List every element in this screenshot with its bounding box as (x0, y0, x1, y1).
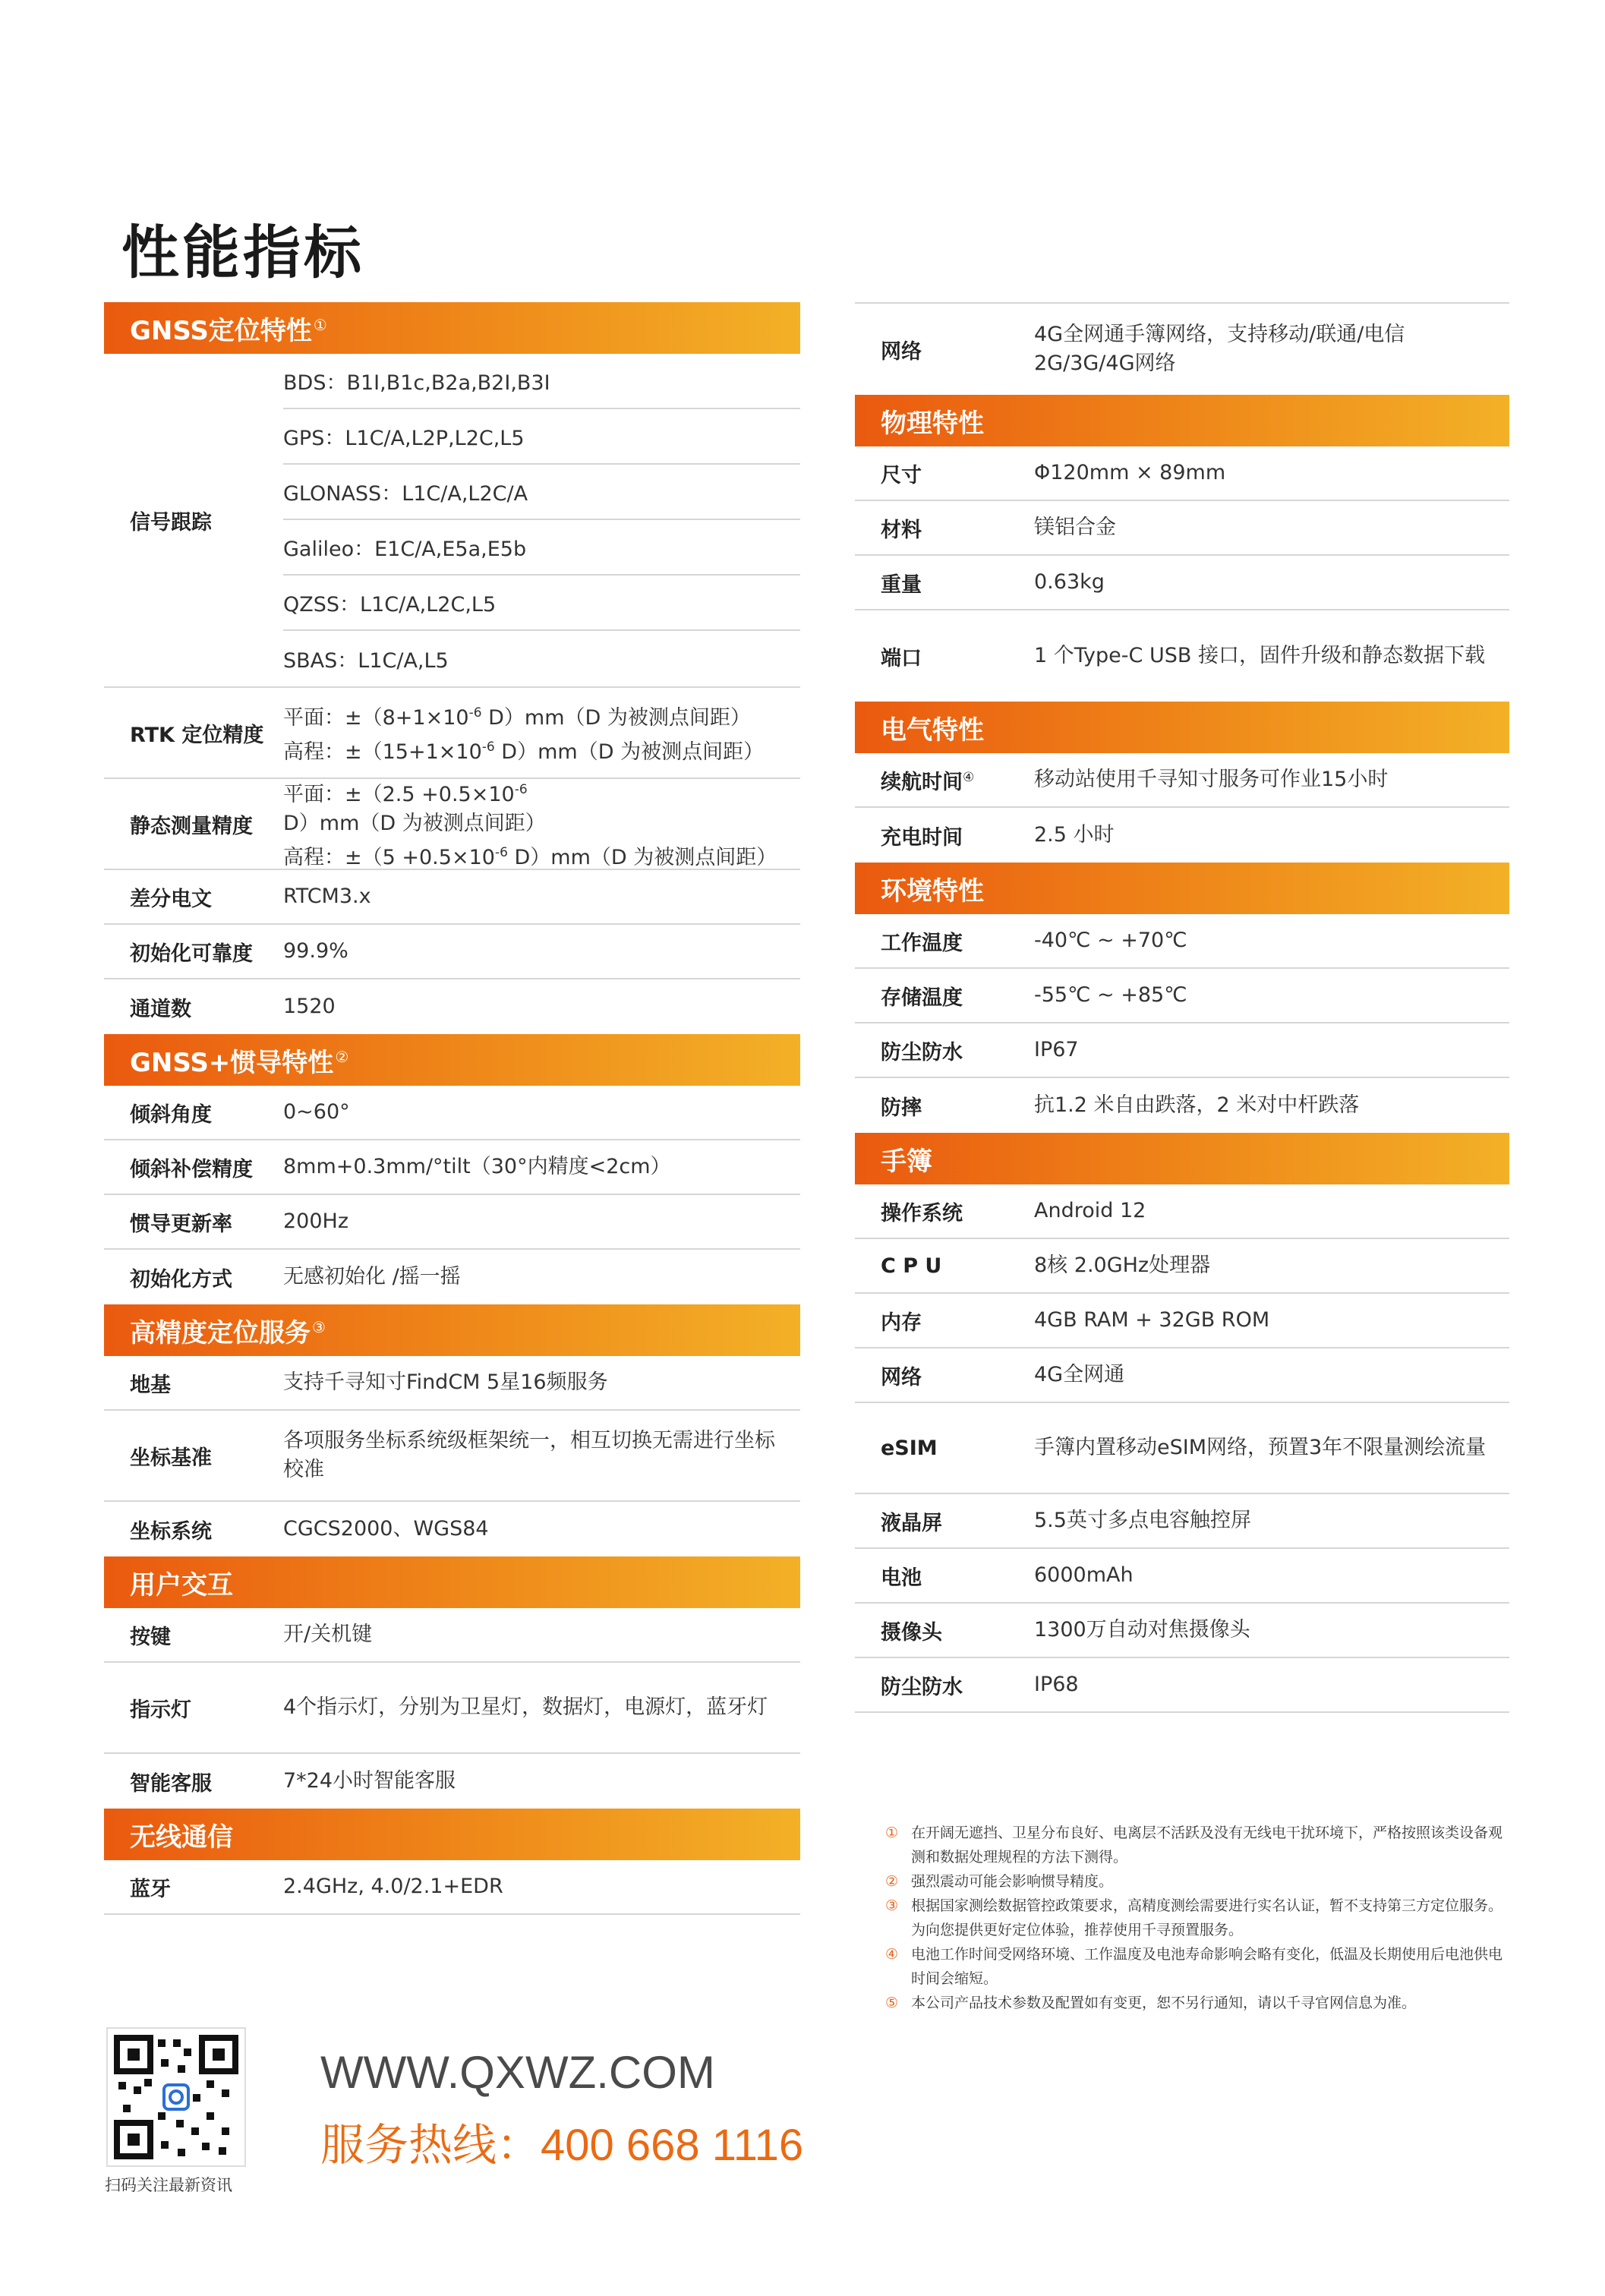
spec-row (104, 979, 800, 1034)
row-label: RTK 定位精度 (130, 723, 264, 747)
section-title: 高精度定位服务 (130, 1317, 311, 1348)
spec-row (104, 1140, 800, 1195)
row-value: 无感初始化 /摇一摇 (283, 1265, 461, 1288)
row-label: 液晶屏 (881, 1511, 942, 1535)
row-value: 4G全网通 (1034, 1363, 1125, 1386)
spec-row (104, 1356, 800, 1411)
row-value: 4GB RAM + 32GB ROM (1034, 1308, 1270, 1332)
footnote-item: ④ 电池工作时间受网络环境、工作温度及电池寿命影响会略有变化，低温及长期使用后电池供电时间会缩短。 (885, 1946, 1503, 1987)
row-label: eSIM (881, 1436, 938, 1460)
row-value: 0~60° (283, 1100, 350, 1124)
signal-item: GPS：L1C/A,L2P,L2C,L5 (283, 409, 800, 465)
row-value: 6000mAh (1034, 1563, 1134, 1587)
spec-row (104, 1860, 800, 1915)
spec-row (855, 1294, 1509, 1348)
footnote-item: ① 在开阔无遮挡、卫星分布良好、电离层不活跃及没有无线电干扰环境下，严格按照该类设备观测和数据处理规程的方法下测得。 (885, 1824, 1503, 1866)
row-value: IP67 (1034, 1038, 1079, 1061)
spec-row (855, 1348, 1509, 1403)
spec-row (855, 610, 1509, 702)
row-label: 续航时间④ (881, 769, 975, 794)
row-label: 指示灯 (130, 1698, 191, 1722)
row-label: 坐标基准 (130, 1446, 212, 1470)
row-label: 尺寸 (881, 463, 922, 487)
row-label: 重量 (881, 572, 922, 597)
row-label: 内存 (881, 1310, 922, 1335)
qr-caption: 扫码关注最新资讯 (105, 2176, 232, 2194)
spec-row (104, 1086, 800, 1140)
spec-row (855, 1549, 1509, 1604)
footnote-item: ③ 根据国家测绘数据管控政策要求，高精度测绘需要进行实名认证，暂不支持第三方定位服务。为向您提供更好定位体验，推荐使用千寻预置服务。 (885, 1897, 1503, 1938)
row-value: RTCM3.x (283, 885, 371, 908)
spec-row (855, 1184, 1509, 1239)
row-label: 工作温度 (881, 931, 963, 955)
spec-row (104, 870, 800, 925)
section-title: 手簿 (881, 1146, 932, 1177)
row-label: 静态测量精度 (130, 814, 253, 838)
row-value: 2.4GHz, 4.0/2.1+EDR (283, 1875, 503, 1898)
row-label: 端口 (881, 646, 922, 670)
signal-item: Galileo：E1C/A,E5a,E5b (283, 520, 800, 576)
row-label: 蓝牙 (130, 1877, 171, 1901)
signal-tracking-group (104, 354, 800, 688)
section-header-ins (104, 1034, 800, 1086)
signal-item: BDS：B1I,B1c,B2a,B2I,B3I (283, 354, 800, 409)
row-label: 智能客服 (130, 1771, 212, 1796)
section-header-env (855, 863, 1509, 914)
section-title: 无线通信 (130, 1821, 233, 1853)
spec-row (855, 1604, 1509, 1658)
row-label: 差分电文 (130, 887, 212, 911)
spec-row (104, 1502, 800, 1556)
row-value: Φ120mm × 89mm (1034, 461, 1226, 484)
row-label: 初始化方式 (130, 1267, 232, 1292)
section-title: GNSS+惯导特性 (130, 1047, 334, 1078)
spec-row (104, 1250, 800, 1304)
spec-row (855, 1078, 1509, 1133)
row-value: 8mm+0.3mm/°tilt（30°内精度<2cm） (283, 1155, 671, 1178)
row-value: CGCS2000、WGS84 (283, 1517, 489, 1541)
row-value: 0.63kg (1034, 570, 1105, 594)
spec-row (855, 501, 1509, 556)
page-title: 性能指标 (121, 219, 364, 286)
spec-row (855, 1023, 1509, 1078)
section-title: 物理特性 (881, 408, 984, 439)
footnote-mark: ① (313, 316, 327, 334)
footnote-mark: ③ (312, 1318, 326, 1336)
row-value: 手簿内置移动eSIM网络，预置3年不限量测绘流量 (1034, 1436, 1487, 1459)
row-label: 倾斜补偿精度 (130, 1157, 253, 1181)
section-header-gnss (104, 302, 800, 354)
spec-row (855, 753, 1509, 808)
row-label: 坐标系统 (130, 1519, 212, 1544)
row-value: 2.5 小时 (1034, 823, 1115, 847)
row-label: 防尘防水 (881, 1675, 963, 1699)
row-value: 1300万自动对焦摄像头 (1034, 1618, 1250, 1642)
footnotes (885, 1821, 1508, 2015)
section-title: 电气特性 (881, 714, 984, 746)
spec-row (855, 1494, 1509, 1549)
row-label: 材料 (881, 518, 922, 542)
section-title: GNSS定位特性 (130, 315, 312, 346)
row-value: 支持千寻知寸FindCM 5星16频服务 (283, 1370, 608, 1394)
row-label: 防摔 (881, 1096, 922, 1120)
section-header-physical (855, 395, 1509, 446)
row-label: 存储温度 (881, 986, 963, 1010)
signal-item: GLONASS：L1C/A,L2C/A (283, 465, 800, 520)
footnote-mark: ② (335, 1048, 349, 1066)
website-link[interactable]: WWW.QXWZ.COM (320, 2047, 715, 2098)
spec-row (855, 1658, 1509, 1713)
row-value: 各项服务坐标系统级框架统一，相互切换无需进行坐标校准 (283, 1429, 775, 1481)
row-value: 开/关机键 (283, 1623, 373, 1646)
row-value: 1 个Type-C USB 接口，固件升级和静态数据下载 (1034, 644, 1485, 667)
spec-row (855, 556, 1509, 610)
row-label: 网络 (881, 1365, 922, 1389)
spec-row (104, 1663, 800, 1754)
qr-code-icon[interactable] (106, 2027, 246, 2167)
row-value: 镁铝合金 (1034, 516, 1116, 539)
row-label: 倾斜角度 (130, 1102, 212, 1127)
spec-row (855, 1239, 1509, 1294)
row-label: 信号跟踪 (130, 510, 212, 535)
spec-row (855, 808, 1509, 863)
row-label: 初始化可靠度 (130, 941, 253, 966)
row-label: 电池 (881, 1566, 922, 1590)
row-label: 地基 (130, 1373, 171, 1397)
spec-row (855, 304, 1509, 395)
row-label: 充电时间 (881, 825, 963, 850)
row-value: 平面：$\pm(2.5 +0.5\times 10^{-6}$ D）mm（D 为被测点间距） 高程：$\pm(5 +0.5\times 10^{-6}$ D）mm（D 为被测点间距） (283, 782, 777, 869)
row-value: 99.9% (283, 939, 348, 963)
row-value: 7*24小时智能客服 (283, 1769, 456, 1793)
row-value: 4G全网通手簿网络，支持移动/联通/电信2G/3G/4G网络 (1034, 323, 1405, 375)
spec-row (104, 1195, 800, 1250)
section-title: 环境特性 (881, 875, 984, 907)
row-value: 8核 2.0GHz处理器 (1034, 1254, 1211, 1277)
right-column (855, 302, 1509, 1713)
footnote-item: ⑤ 本公司产品技术参数及配置如有变更，恕不另行通知，请以千寻官网信息为准。 (885, 1995, 1417, 2011)
spec-row (104, 779, 800, 870)
row-value: IP68 (1034, 1673, 1079, 1696)
row-value: 平面：$\pm(8+1\times 10^{-6}$ D）mm（D 为被测点间距） 高程：$\pm(15+1\times 10^{-6}$ D）mm（D 为被测点间距） (283, 705, 765, 764)
row-label: 按键 (130, 1625, 171, 1649)
row-value: Android 12 (1034, 1199, 1146, 1222)
left-column (104, 302, 800, 1915)
row-value: 1520 (283, 995, 336, 1018)
section-header-wireless (104, 1809, 800, 1860)
row-value: 200Hz (283, 1210, 349, 1233)
signal-item: QZSS：L1C/A,L2C,L5 (283, 576, 800, 631)
spec-row (855, 1403, 1509, 1494)
row-value: 5.5英寸多点电容触控屏 (1034, 1509, 1251, 1532)
spec-row (855, 446, 1509, 501)
row-value: -55℃ ~ +85℃ (1034, 983, 1187, 1007)
row-label: 摄像头 (881, 1620, 942, 1645)
footnote-item: ② 强烈震动可能会影响惯导精度。 (885, 1873, 1114, 1890)
row-value: 4个指示灯，分别为卫星灯，数据灯，电源灯，蓝牙灯 (283, 1695, 768, 1719)
row-label: 网络 (881, 339, 922, 364)
footnote-mark: ④ (963, 769, 975, 785)
section-header-handbook (855, 1133, 1509, 1184)
row-value: -40℃ ~ +70℃ (1034, 929, 1187, 952)
spec-row (855, 969, 1509, 1023)
spec-row (104, 688, 800, 779)
row-label: 通道数 (130, 997, 191, 1021)
spec-row (104, 1411, 800, 1502)
section-header-hp (104, 1304, 800, 1356)
signal-item: SBAS：L1C/A,L5 (283, 649, 449, 673)
row-label: 操作系统 (881, 1201, 963, 1225)
spec-row (104, 1608, 800, 1663)
row-label: 防尘防水 (881, 1040, 963, 1064)
row-value: 抗1.2 米自由跌落，2 米对中杆跌落 (1034, 1093, 1360, 1117)
row-value: 移动站使用千寻知寸服务可作业15小时 (1034, 768, 1389, 791)
section-title: 用户交互 (130, 1569, 233, 1601)
row-label: C P U (881, 1254, 942, 1278)
spec-row (104, 925, 800, 979)
section-header-electric (855, 702, 1509, 753)
spec-row (855, 914, 1509, 969)
service-hotline: 服务热线：400 668 1116 (320, 2121, 804, 2170)
section-header-ui (104, 1556, 800, 1608)
row-label: 惯导更新率 (130, 1212, 232, 1236)
spec-row (104, 1754, 800, 1809)
